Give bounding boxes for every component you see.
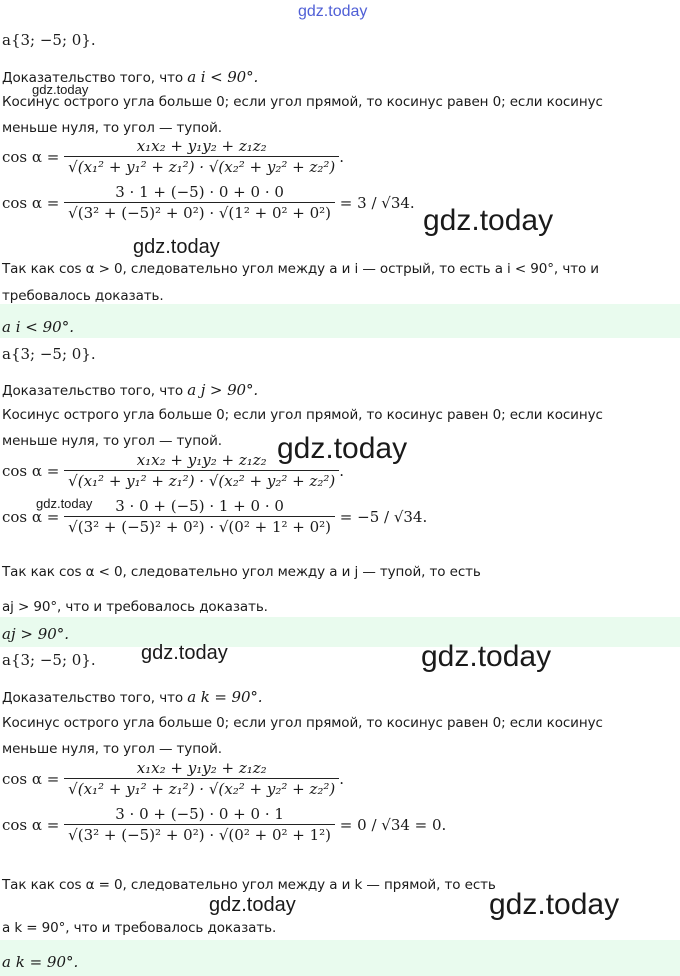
vector-definition-2: a{3; −5; 0}. [2,345,96,363]
formula-lhs: cos α = [2,147,60,166]
answer-3: a k = 90°. [2,953,79,971]
formula-fraction [64,451,339,490]
vector-definition-1: a{3; −5; 0}. [2,31,96,49]
proof-intro-2 [2,381,258,400]
formula-lhs: cos α = [2,815,60,834]
watermark: gdz.today [32,82,89,97]
angle-claim: a k = 90°. [187,688,263,706]
calculation-fraction [64,183,335,222]
formula-denominator: √(x₁² + y₁² + z₁²) · √(x₂² + y₂² + z₂²) [64,156,339,176]
cosine-rule-line-2: меньше нуля, то угол — тупой. [2,741,222,757]
proof-lead-in: Доказательство того, что [2,383,183,399]
watermark: gdz.today [421,640,552,673]
conclusion-line-1: Так как cos α = 0, следовательно угол между a и k — прямой, то есть [2,877,496,893]
cosine-calculation [2,183,415,222]
formula-fraction [64,137,339,176]
formula-lhs: cos α = [2,461,60,480]
formula-lhs: cos α = [2,193,60,212]
watermark: gdz.today [141,642,228,664]
answer-highlight-3 [0,940,680,976]
answer-highlight-1 [0,304,680,338]
answer-highlight-2 [0,617,680,647]
conclusion-line-2: требовалось доказать. [2,288,164,304]
conclusion-line-2: aj > 90°, что и требовалось доказать. [2,599,268,615]
calculation-denominator: √(3² + (−5)² + 0²) · √(0² + 1² + 0²) [64,516,335,536]
general-cosine-formula [2,451,344,490]
calculation-numerator: 3 · 1 + (−5) · 0 + 0 · 0 [115,183,284,201]
proof-intro-3 [2,688,262,707]
calculation-result: = −5 / √34. [339,507,428,526]
formula-denominator: √(x₁² + y₁² + z₁²) · √(x₂² + y₂² + z₂²) [64,778,339,798]
cosine-rule-line-2: меньше нуля, то угол — тупой. [2,120,222,136]
formula-lhs: cos α = [2,769,60,788]
calculation-denominator: √(3² + (−5)² + 0²) · √(0² + 0² + 1²) [64,824,335,844]
cosine-rule-line-2: меньше нуля, то угол — тупой. [2,433,222,449]
watermark: gdz.today [489,888,620,921]
cosine-calculation [2,805,446,844]
calculation-result: = 3 / √34. [339,193,415,212]
calculation-denominator: √(3² + (−5)² + 0²) · √(1² + 0² + 0²) [64,202,335,222]
conclusion-line-1: Так как cos α > 0, следовательно угол между a и i — острый, то есть a i < 90°, что и [2,261,599,277]
cosine-rule-line-1: Косинус острого угла больше 0; если угол прямой, то косинус равен 0; если косинус [2,407,603,423]
general-cosine-formula [2,759,344,798]
answer-1: a i < 90°. [2,318,74,336]
answer-2: aj > 90°. [2,625,70,643]
formula-numerator: x₁x₂ + y₁y₂ + z₁z₂ [136,759,267,777]
cosine-rule-line-1: Косинус острого угла больше 0; если угол прямой, то косинус равен 0; если косинус [2,94,603,110]
calculation-fraction [64,805,335,844]
conclusion-line-2: a k = 90°, что и требовалось доказать. [2,920,277,936]
watermark: gdz.today [36,496,93,511]
calculation-numerator: 3 · 0 + (−5) · 1 + 0 · 0 [115,497,284,515]
vector-definition-3: a{3; −5; 0}. [2,651,96,669]
calculation-result: = 0 / √34 = 0. [339,815,447,834]
proof-lead-in: Доказательство того, что [2,690,183,706]
cosine-calculation [2,497,427,536]
calculation-numerator: 3 · 0 + (−5) · 0 + 0 · 1 [115,805,284,823]
general-cosine-formula [2,137,344,176]
watermark: gdz.today [423,204,554,237]
watermark: gdz.today [133,236,220,258]
watermark: gdz.today [277,432,408,465]
watermark-top: gdz.today [298,3,368,20]
watermark: gdz.today [209,894,296,916]
calculation-fraction [64,497,335,536]
formula-period: . [339,769,345,788]
formula-period: . [339,147,345,166]
angle-claim: a i < 90°. [187,68,259,86]
formula-lhs: cos α = [2,507,60,526]
formula-numerator: x₁x₂ + y₁y₂ + z₁z₂ [136,137,267,155]
angle-claim: a j > 90°. [187,381,259,399]
formula-period: . [339,461,345,480]
formula-fraction [64,759,339,798]
formula-numerator: x₁x₂ + y₁y₂ + z₁z₂ [136,451,267,469]
conclusion-line-1: Так как cos α < 0, следовательно угол между a и j — тупой, то есть [2,564,481,580]
proof-lead-in: Доказательство того, что [2,70,183,86]
formula-denominator: √(x₁² + y₁² + z₁²) · √(x₂² + y₂² + z₂²) [64,470,339,490]
cosine-rule-line-1: Косинус острого угла больше 0; если угол прямой, то косинус равен 0; если косинус [2,715,603,731]
